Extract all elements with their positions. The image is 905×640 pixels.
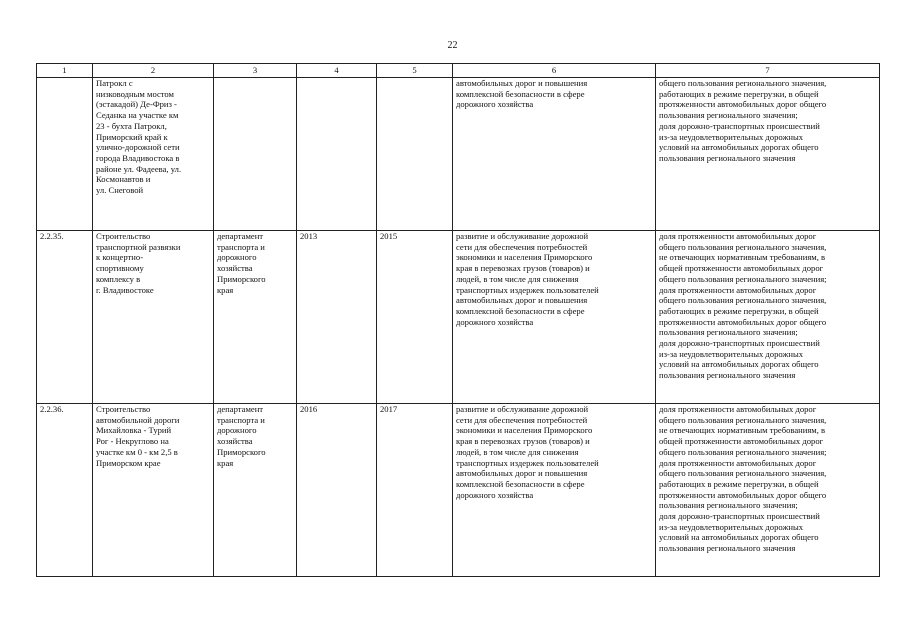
cell-goal [453,78,656,231]
column-header: 4 [297,64,377,78]
cell-name-text: Строительство транспортной развязки к концертно- спортивному комплексу в г. Владивостоке [96,231,181,295]
table-row [37,231,880,404]
page-number: 22 [447,40,458,51]
cell-executor-text: департамент транспорта и дорожного хозяйства Приморского края [217,404,266,468]
cell-end-year [377,404,453,577]
cell-indicators [656,78,880,231]
cell-number [37,404,93,577]
cell-goal [453,404,656,577]
cell-indicators-text: доля протяженности автомобильных дорог общего пользования регионального значения, не отвечающих нормативным требованиям, в общей протяженности автомобильных дорог общего пользования регионального значения; доля протяженности автомобильных дорог общего пользования регионального значения, работающих в режиме перегрузки, в общей протяженности автомобильных дорог общего пользования регионального значения; доля дорожно-транспортных происшествий из-за неудовлетворительных дорожных условий на автомобильных дорогах общего пользования регионального значения [659,404,827,554]
cell-executor [214,404,297,577]
cell-number [37,231,93,404]
cell-goal-text: автомобильных дорог и повышения комплексной безопасности в сфере дорожного хозяйства [456,78,588,110]
cell-name-text: Патрокл с низководным мостом (эстакадой) Де-Фриз - Седанка на участке км 23 - бухта Патрокл, Приморский край к улично-дорожной сети города Владивостока в районе ул. Фадеева, ул. Космонавтов и ул. Снеговой [96,78,182,196]
program-table [36,63,880,577]
column-header: 7 [656,64,880,78]
cell-indicators-text: общего пользования регионального значения, работающих в режиме перегрузки, в общей протяженности автомобильных дорог общего пользования регионального значения; доля дорожно-транспортных происшествий из-за неудовлетворительных дорожных условий на автомобильных дорогах общего пользования регионального значения [659,78,827,163]
cell-number-text: 2.2.35. [40,231,64,241]
column-header: 6 [453,64,656,78]
cell-end-year-text: 2017 [380,404,398,414]
table-row [37,404,880,577]
cell-start-year [297,404,377,577]
cell-number [37,78,93,231]
table-header-row [37,64,880,78]
cell-start-year-text: 2013 [300,231,318,241]
cell-start-year [297,78,377,231]
cell-start-year [297,231,377,404]
cell-executor-text: департамент транспорта и дорожного хозяйства Приморского края [217,231,266,295]
table-row [37,78,880,231]
cell-executor [214,231,297,404]
cell-executor [214,78,297,231]
column-header: 2 [93,64,214,78]
column-header: 5 [377,64,453,78]
cell-goal-text: развитие и обслуживание дорожной сети для обеспечения потребностей экономики и населения Приморского края в перевозках грузов (товаров) и людей, в том числе для снижения транспортных издержек пользователей автомобильных дорог и повышения комплексной безопасности в сфере дорожного хозяйства [456,231,599,327]
cell-indicators-text: доля протяженности автомобильных дорог общего пользования регионального значения, не отвечающих нормативным требованиям, в общей протяженности автомобильных дорог общего пользования регионального значения; доля протяженности автомобильных дорог общего пользования регионального значения, работающих в режиме перегрузки, в общей протяженности автомобильных дорог общего пользования регионального значения; доля дорожно-транспортных происшествий из-за неудовлетворительных дорожных условий на автомобильных дорогах общего пользования регионального значения [659,231,827,381]
cell-indicators [656,404,880,577]
cell-name [93,231,214,404]
cell-name [93,404,214,577]
cell-goal-text: развитие и обслуживание дорожной сети для обеспечения потребностей экономики и населения Приморского края в перевозках грузов (товаров) и людей, в том числе для снижения транспортных издержек пользователей автомобильных дорог и повышения комплексной безопасности в сфере дорожного хозяйства [456,404,599,500]
cell-end-year-text: 2015 [380,231,398,241]
cell-end-year [377,78,453,231]
cell-end-year [377,231,453,404]
cell-goal [453,231,656,404]
cell-start-year-text: 2016 [300,404,318,414]
cell-indicators [656,231,880,404]
column-header: 3 [214,64,297,78]
cell-name [93,78,214,231]
cell-number-text: 2.2.36. [40,404,64,414]
cell-name-text: Строительство автомобильной дороги Михайловка - Турий Рог - Некруглово на участке км 0 - км 2,5 в Приморском крае [96,404,180,468]
column-header: 1 [37,64,93,78]
